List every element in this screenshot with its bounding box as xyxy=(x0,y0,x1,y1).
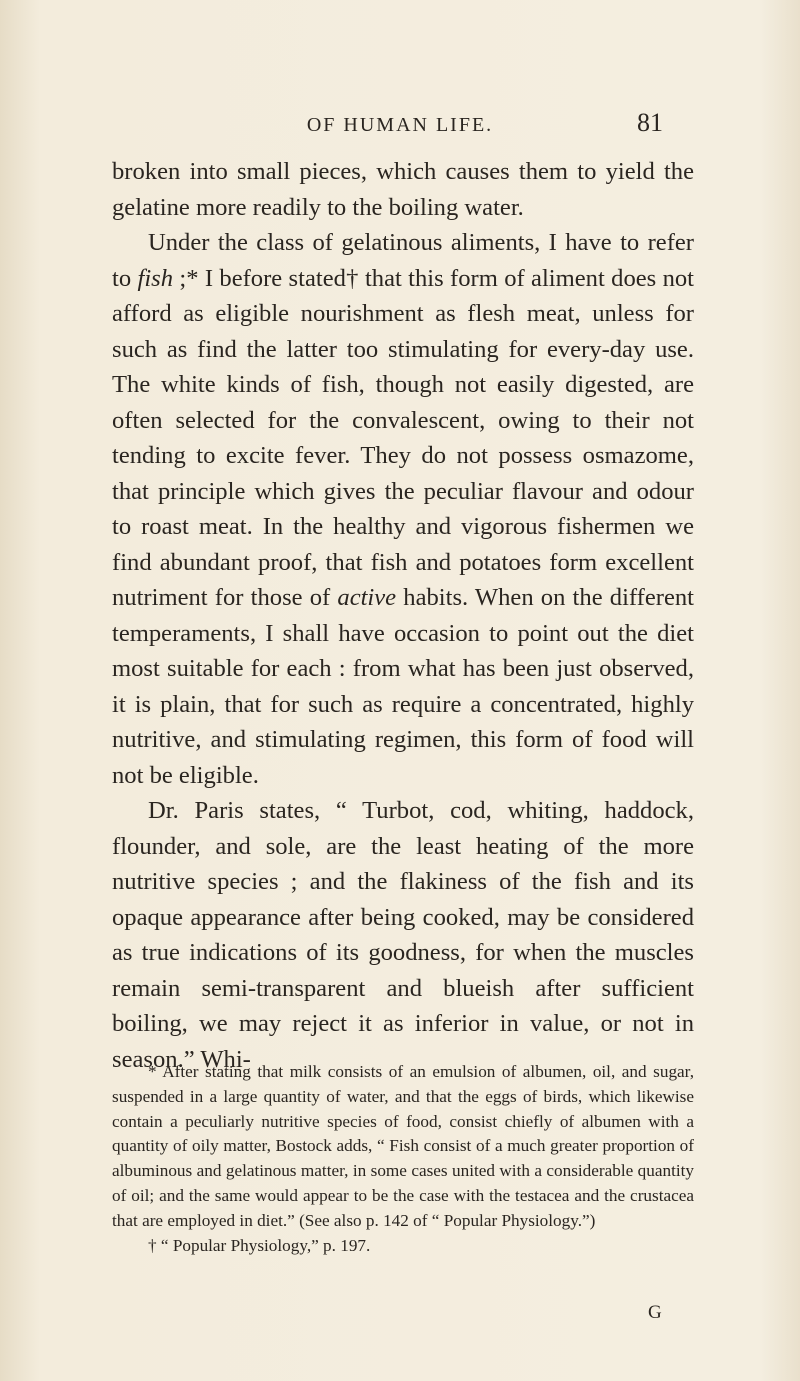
running-title: OF HUMAN LIFE. xyxy=(306,114,494,136)
emphasis-fish: fish xyxy=(137,264,174,292)
signature-mark: G xyxy=(648,1302,662,1323)
emphasis-active: active xyxy=(337,584,397,611)
footnote-2: † “ Popular Physiology,” p. 197. xyxy=(148,1235,371,1255)
running-head xyxy=(0,106,800,146)
paragraph-fish-part-a: Under the class of gelatinous aliments, I have to refer to xyxy=(112,229,694,292)
paragraph-fish xyxy=(112,225,694,793)
page-number: 81 xyxy=(637,108,663,137)
paragraph-continuation: broken into small pieces, which causes them to yield the gelatine more readily to the boiling water. xyxy=(112,158,694,221)
footnotes xyxy=(112,1060,694,1258)
body-text xyxy=(112,154,694,1077)
paragraph-paris-quote: Dr. Paris states, “ Turbot, cod, whiting, haddock, flounder, and sole, are the least heating of the more nutritive species ; and the flakiness of the fish and its opaque appearance after being cooked, may be considered as true indications of its goodness, for when the muscles remain semi-transparent and blueish after sufficient boiling, we may reject it as inferior in value, or not in season.” Whi- xyxy=(112,797,694,1073)
footnote-1: * After stating that milk consists of an emulsion of albumen, oil, and sugar, suspended in a large quantity of water, and that the eggs of birds, which likewise contain a peculiarly nutritive species of food, consist chiefly of albumen with a quantity of oily matter, Bostock adds, “ Fish consist of a much greater proportion of albuminous and gelatinous matter, in some cases united with a considerable quantity of oil; and the same would appear to be the case with the testacea and the crustacea that are employed in diet.” (See also p. 142 of “ Popular Physiology.”) xyxy=(112,1062,694,1230)
paragraph-fish-part-b: ;* I before stated† that this form of aliment does not afford as eligible nourishment as flesh meat, unless for such as find the latter too stimulating for every-day use. The white kinds of fish, though not easily digested, are often selected for the convalescent, owing to their not tending to excite fever. They do not possess osmazome, that principle which gives the peculiar flavour and odour to roast meat. In the healthy and vigorous fishermen we find abundant proof, that fish and potatoes form excellent nutriment for those of xyxy=(112,264,695,611)
paragraph-fish-part-c: habits. When on the different temperaments, I shall have occasion to point out the diet most suitable for each : from what has been just observed, it is plain, that for such as require a concentrated, highly nutritive, and stimulating regimen, this form of food will not be eligible. xyxy=(112,584,694,789)
